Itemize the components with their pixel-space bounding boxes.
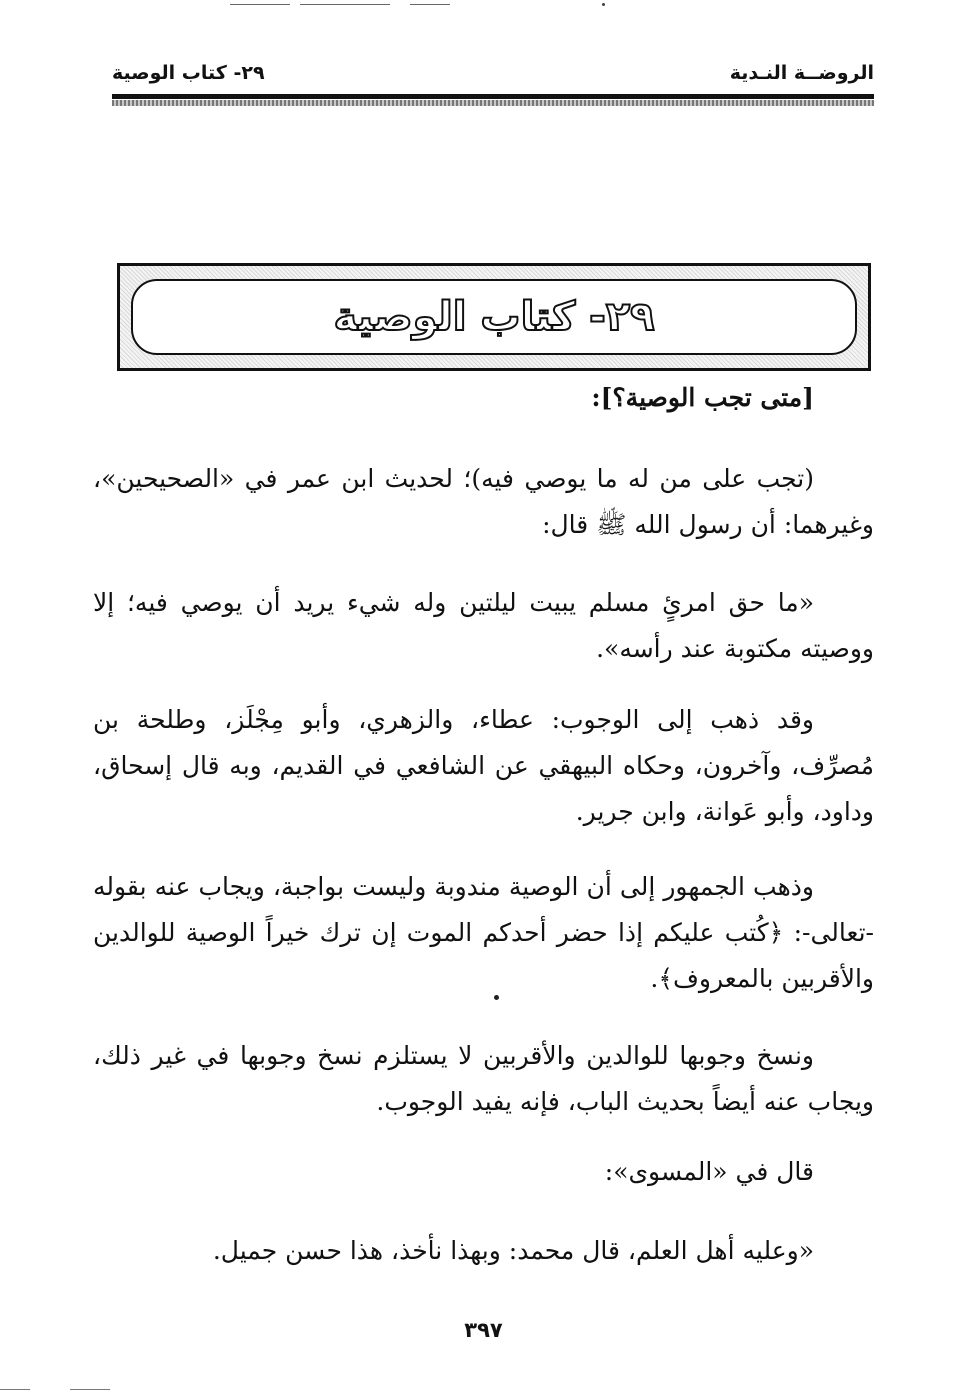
text-line: وغيرهما: أن رسول الله ﷺ قال:	[542, 510, 874, 539]
header-rule-dotted	[112, 100, 874, 106]
section-heading: [متى تجب الوصية؟]:	[591, 383, 814, 412]
text-line: وذهب الجمهور إلى أن الوصية مندوبة وليست بواجبة، ويجاب عنه بقوله	[93, 872, 814, 901]
paragraph	[93, 456, 874, 548]
text-line: ونسخ وجوبها للوالدين والأقربين لا يستلزم نسخ وجوبها في غير ذلك،	[93, 1041, 814, 1070]
running-header	[112, 62, 874, 92]
text-line: (تجب على من له ما يوصي فيه)؛ لحديث ابن عمر في «الصحيحين»،	[93, 464, 814, 493]
chapter-title-frame	[117, 263, 871, 371]
scan-bottom-marks	[0, 1389, 200, 1393]
chapter-title: ٢٩- كتاب الوصية	[333, 294, 655, 340]
scan-speck	[494, 995, 499, 1000]
text-line: وداود، وأبو عَوانة، وابن جرير.	[575, 797, 874, 826]
scan-top-marks	[230, 2, 610, 8]
page-number: ٣٩٧	[464, 1318, 503, 1342]
text-line: والأقربين بالمعروف﴾.	[650, 964, 874, 993]
quote-heading: قال في «المسوى»:	[604, 1157, 814, 1186]
quote-paragraph	[93, 1228, 874, 1274]
text-line: ويجاب عنه أيضاً بحديث الباب، فإنه يفيد الوجوب.	[376, 1087, 874, 1116]
hadith-quote	[93, 580, 874, 672]
text-line: وقد ذهب إلى الوجوب: عطاء، والزهري، وأبو مِجْلَز، وطلحة بن	[93, 705, 814, 734]
text-line: ووصيته مكتوبة عند رأسه».	[596, 634, 874, 663]
header-rule	[112, 94, 874, 99]
text-line: «وعليه أهل العلم، قال محمد: وبهذا نأخذ، هذا حسن جميل.	[212, 1236, 814, 1265]
text-line: -تعالى-: ﴿كُتب عليكم إذا حضر أحدكم الموت إن ترك خيراً الوصية للوالدين	[93, 918, 874, 947]
text-line: مُصرِّف، وآخرون، وحكاه البيهقي عن الشافعي في القديم، وبه قال إسحاق،	[93, 751, 874, 780]
chapter-title-cartouche	[131, 279, 857, 355]
paragraph	[93, 697, 874, 835]
paragraph	[93, 1033, 874, 1125]
paragraph	[93, 864, 874, 1002]
text-line: «ما حق امرئٍ مسلم يبيت ليلتين وله شيء يريد أن يوصي فيه؛ إلا	[93, 588, 814, 617]
book-title: الروضــة النـدية	[729, 62, 874, 84]
chapter-short-title: ٢٩- كتاب الوصية	[112, 62, 265, 84]
